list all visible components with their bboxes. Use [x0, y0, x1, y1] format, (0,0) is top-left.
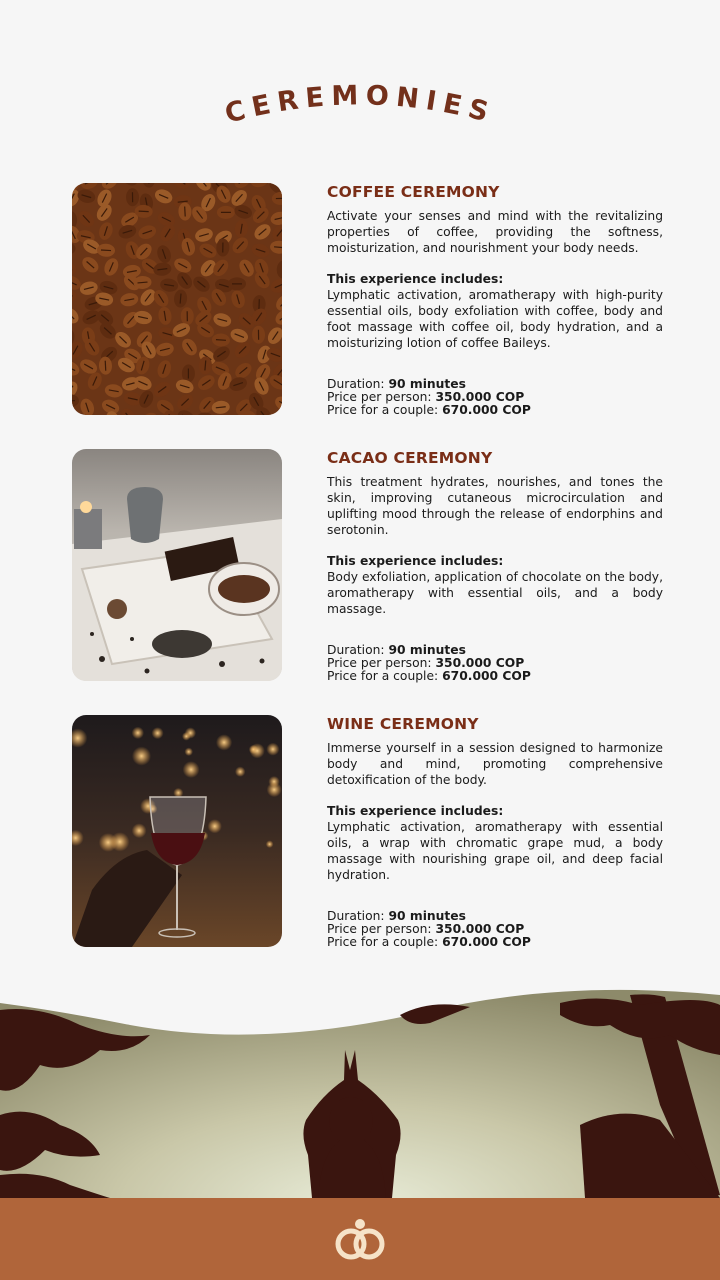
ceremony-description: Immerse yourself in a session designed to harmonize body and mind, promoting comprehensive detoxification of the body.	[327, 741, 663, 787]
price-couple-row	[327, 670, 663, 683]
price-person-value: 350.000 COP	[435, 656, 525, 670]
ceremony-card-wine	[72, 715, 664, 949]
price-person-label: Price per person:	[327, 656, 432, 670]
duration-label: Duration:	[327, 909, 385, 923]
ceremony-description: Activate your senses and mind with the revitalizing properties of coffee, providing the softness, moisturization, and nourishment your body needs.	[327, 209, 663, 255]
price-block	[327, 378, 663, 417]
price-couple-value: 670.000 COP	[442, 403, 531, 417]
ceremony-title: COFFEE CEREMONY	[327, 183, 500, 201]
footer-bar	[0, 1198, 720, 1280]
includes-label: This experience includes:	[327, 554, 504, 568]
price-couple-value: 670.000 COP	[442, 669, 531, 683]
price-block	[327, 644, 663, 683]
price-couple-value: 670.000 COP	[442, 935, 531, 949]
ceremony-card-coffee	[72, 183, 664, 417]
price-person-label: Price per person:	[327, 922, 432, 936]
includes-text: Lymphatic activation, aromatherapy with essential oils, a wrap with chromatic grape mud, a body massage with nourishing grape oil, and deep facial hydration.	[327, 820, 663, 882]
ceremony-card-cacao	[72, 449, 664, 683]
interlocking-rings-logo-icon	[334, 1216, 386, 1262]
duration-value: 90 minutes	[388, 909, 466, 923]
duration-value: 90 minutes	[388, 377, 466, 391]
price-person-value: 350.000 COP	[435, 390, 525, 404]
price-couple-row	[327, 936, 663, 949]
includes-label: This experience includes:	[327, 272, 504, 286]
wine-glass-photo	[72, 715, 282, 947]
includes-label: This experience includes:	[327, 804, 504, 818]
ceremony-title: WINE CEREMONY	[327, 715, 479, 733]
ceremony-description: This treatment hydrates, nourishes, and tones the skin, improving cutaneous microcirculation and uplifting mood through the release of endorphins and serotonin.	[327, 475, 663, 537]
duration-label: Duration:	[327, 643, 385, 657]
includes-text: Body exfoliation, application of chocolate on the body, aromatherapy with essential oils, and a body massage.	[327, 570, 663, 616]
price-couple-label: Price for a couple:	[327, 935, 439, 949]
cacao-table-photo	[72, 449, 282, 681]
duration-label: Duration:	[327, 377, 385, 391]
price-block	[327, 910, 663, 949]
page-title-text: CEREMONIES	[221, 80, 499, 130]
duration-value: 90 minutes	[388, 643, 466, 657]
price-couple-label: Price for a couple:	[327, 403, 439, 417]
price-person-label: Price per person:	[327, 390, 432, 404]
ceremony-title: CACAO CEREMONY	[327, 449, 493, 467]
price-couple-row	[327, 404, 663, 417]
coffee-beans-photo	[72, 183, 282, 415]
price-couple-label: Price for a couple:	[327, 669, 439, 683]
price-person-value: 350.000 COP	[435, 922, 525, 936]
includes-text: Lymphatic activation, aromatherapy with high-purity essential oils, body exfoliation with coffee, body and foot massage with coffee oil, body hydration, and a moisturizing lotion of coffee Baileys.	[327, 288, 663, 350]
page-title	[0, 70, 720, 160]
